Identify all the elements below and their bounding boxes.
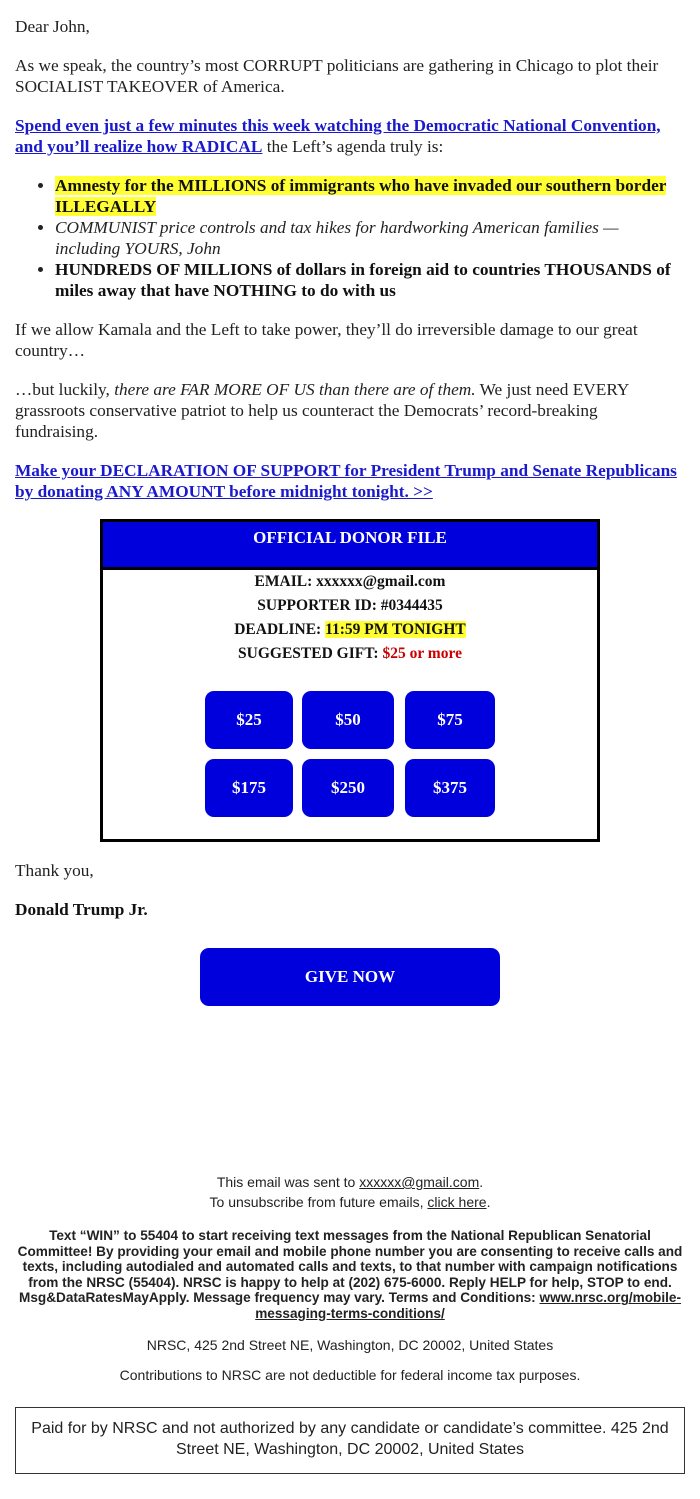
donor-file-details	[103, 570, 597, 666]
list-item	[55, 217, 685, 259]
donate-175-button[interactable]: $175	[205, 759, 293, 817]
deadline-value: 11:59 PM TONIGHT	[325, 621, 466, 638]
deadline-label: DEADLINE:	[234, 621, 322, 638]
donate-75-button[interactable]: $75	[405, 691, 495, 749]
sms-terms-link[interactable]: www.nrsc.org/mobile-messaging-terms-conditions/	[255, 1290, 681, 1321]
agenda-list	[15, 175, 685, 301]
supporter-id-label: SUPPORTER ID:	[257, 597, 377, 614]
footer-sent-suffix: .	[479, 1174, 484, 1190]
intro-paragraph: As we speak, the country’s most CORRUPT politicians are gathering in Chicago to plot their SOCIALIST TAKEOVER of America.	[15, 56, 659, 96]
donor-email-line	[103, 570, 597, 594]
patriot-text-a: …but luckily,	[15, 380, 115, 399]
list-item	[55, 175, 685, 217]
footer-unsub-prefix: To unsubscribe from future emails,	[209, 1194, 428, 1210]
paid-for-disclaimer: Paid for by NRSC and not authorized by any candidate or candidate’s committee. 425 2nd Street NE, Washington, DC 20002, United States	[15, 1407, 685, 1474]
footer-sms-disclaimer	[15, 1228, 685, 1322]
donor-file-box	[100, 519, 600, 842]
footer-sent-to	[15, 1174, 685, 1190]
greeting: Dear John,	[15, 17, 90, 36]
declaration-link[interactable]: Make your DECLARATION OF SUPPORT for President Trump and Senate Republicans by donating ANY AMOUNT before midnight tonight. >>	[15, 461, 677, 501]
deadline-line	[103, 618, 597, 642]
agenda-item-foreign-aid: HUNDREDS OF MILLIONS of dollars in foreign aid to countries THOUSANDS of miles away that have NOTHING to do with us	[55, 260, 671, 300]
give-now-button[interactable]: GIVE NOW	[200, 948, 500, 1006]
footer-sent-prefix: This email was sent to	[216, 1174, 360, 1190]
suggested-gift-label: SUGGESTED GIFT:	[238, 645, 379, 662]
footer-email-link[interactable]: xxxxxx@gmail.com	[359, 1174, 480, 1190]
convention-paragraph	[15, 115, 685, 157]
patriot-text-italic: there are FAR MORE OF US than there are of them.	[114, 380, 476, 399]
footer-address: NRSC, 425 2nd Street NE, Washington, DC 20002, United States	[146, 1337, 554, 1353]
footer-unsubscribe	[15, 1194, 685, 1210]
suggested-gift-value: $25 or more	[382, 645, 462, 662]
donate-25-button[interactable]: $25	[205, 691, 293, 749]
signoff: Thank you,	[15, 861, 94, 880]
convention-paragraph-rest: the Left’s agenda truly is:	[262, 137, 444, 156]
donate-375-button[interactable]: $375	[405, 759, 495, 817]
patriot-paragraph	[15, 379, 685, 442]
supporter-id-line	[103, 594, 597, 618]
damage-paragraph: If we allow Kamala and the Left to take power, they’ll do irreversible damage to our great country…	[15, 320, 638, 360]
list-item	[55, 259, 685, 301]
donor-email-value: xxxxxx@gmail.com	[316, 573, 446, 590]
convention-link[interactable]: Spend even just a few minutes this week watching the Democratic National Convention, and you’ll realize how RADICAL	[15, 116, 661, 156]
suggested-gift-line	[103, 642, 597, 666]
donate-50-button[interactable]: $50	[302, 691, 394, 749]
sms-text: Text “WIN” to 55404 to start receiving text messages from the National Republican Senatorial Committee! By providing your email and mobile phone number you are consenting to receive calls and texts, including autodialed and automated calls and texts, to that number with campaign notifications from the NRSC (55404). NRSC is happy to help at (202) 675-6000. Reply HELP for help, STOP to end. Msg&DataRatesMayApply. Message frequency may vary. Terms and Conditions:	[17, 1228, 683, 1306]
donor-file-title: OFFICIAL DONOR FILE	[103, 522, 597, 570]
email-body	[0, 0, 700, 502]
unsubscribe-link[interactable]: click here	[427, 1194, 487, 1210]
donor-email-label: EMAIL:	[254, 573, 313, 590]
footer-tax-note: Contributions to NRSC are not deductible for federal income tax purposes.	[119, 1367, 581, 1383]
agenda-item-amnesty: Amnesty for the MILLIONS of immigrants who have invaded our southern border ILLEGALLY	[55, 176, 667, 216]
footer-unsub-suffix: .	[486, 1194, 491, 1210]
patriot-text-c: We just need EVERY grassroots conservative patriot to help us counteract the Democrats’ record-breaking fundraising.	[15, 380, 629, 441]
cta-paragraph	[15, 460, 685, 502]
supporter-id-value: #0344435	[380, 597, 443, 614]
donate-250-button[interactable]: $250	[302, 759, 394, 817]
agenda-item-price-controls: COMMUNIST price controls and tax hikes for hardworking American families — including YOURS, John	[55, 218, 619, 258]
signature: Donald Trump Jr.	[15, 900, 148, 919]
